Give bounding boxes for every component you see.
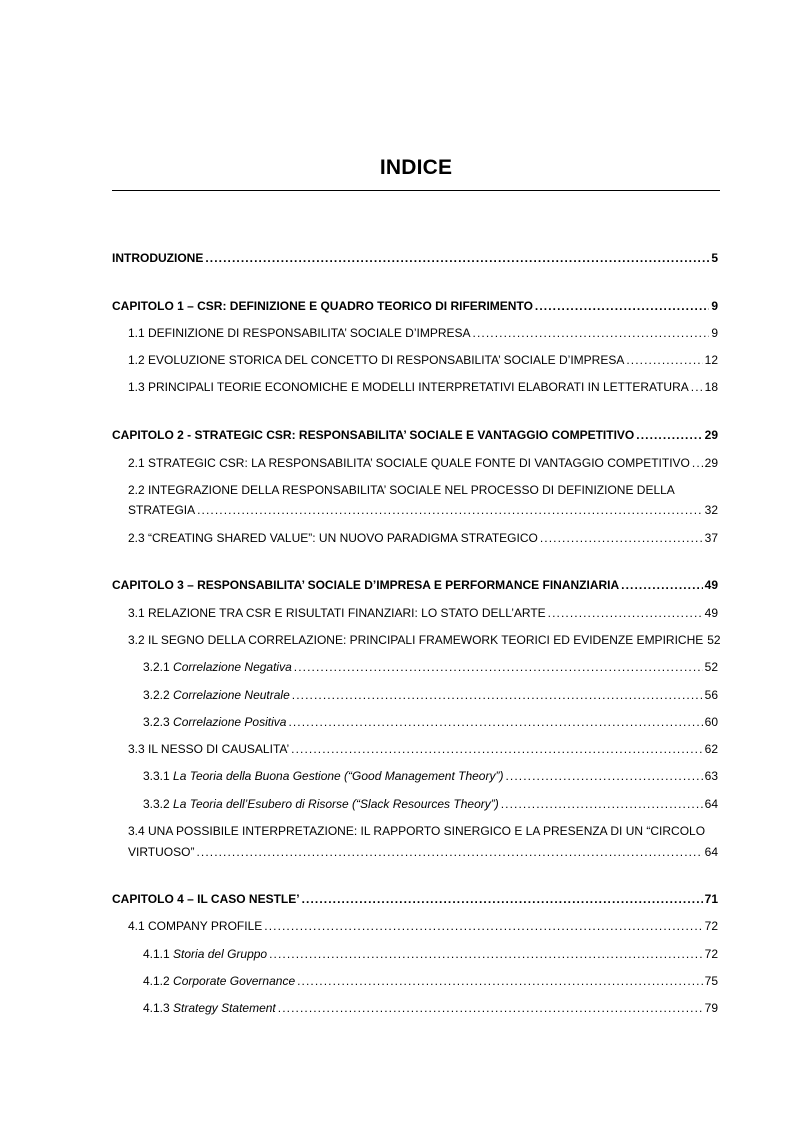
toc-entry-number: 4.1.1 — [143, 947, 170, 961]
toc-entry-1-2[interactable] — [128, 353, 718, 367]
toc-page-number: 64 — [704, 797, 718, 811]
toc-page-number: 56 — [704, 688, 718, 702]
toc-entry-2-1[interactable] — [128, 456, 718, 470]
toc-entry-title: 2.1 STRATEGIC CSR: LA RESPONSABILITA’ SOCIALE QUALE FONTE DI VANTAGGIO COMPETITIVO — [128, 456, 690, 470]
toc-entry-title: La Teoria della Buona Gestione (“Good Management Theory”) — [173, 769, 504, 783]
toc-entry-number: 3.2.3 — [143, 715, 170, 729]
toc-entry-2-2[interactable] — [128, 503, 718, 517]
toc-entry-3-1[interactable] — [128, 606, 718, 620]
toc-page-number: 71 — [704, 892, 718, 906]
toc-page-number: 63 — [704, 769, 718, 783]
toc-entry-title: 1.3 PRINCIPALI TEORIE ECONOMICHE E MODELLI INTERPRETATIVI ELABORATI IN LETTERATURA — [128, 380, 689, 394]
toc-entry-number: 4.1.3 — [143, 1001, 170, 1015]
toc-page-number: 29 — [704, 428, 718, 442]
toc-entry-title: Strategy Statement — [173, 1001, 276, 1015]
toc-entry-2-3[interactable] — [128, 531, 718, 545]
dot-leader — [294, 660, 703, 674]
dot-leader — [197, 503, 703, 517]
toc-page-number: 18 — [704, 380, 718, 394]
toc-entry-4-1[interactable] — [128, 919, 718, 933]
toc-entry-number: 3.3.2 — [143, 797, 170, 811]
toc-entry-3-4-first-line[interactable]: 3.4 UNA POSSIBILE INTERPRETAZIONE: IL RAPPORTO SINERGICO E LA PRESENZA DI UN “CIRCOLO — [128, 824, 706, 838]
dot-leader — [505, 769, 702, 783]
toc-entry-title: 1.2 EVOLUZIONE STORICA DEL CONCETTO DI RESPONSABILITA’ SOCIALE D’IMPRESA — [128, 353, 625, 367]
toc-entry-title: STRATEGIA — [128, 503, 196, 517]
toc-entry-3-2-1[interactable] — [143, 660, 718, 674]
toc-page-number: 75 — [704, 974, 718, 988]
toc-page-number: 49 — [704, 606, 718, 620]
toc-entry-chapter-2[interactable] — [112, 428, 718, 442]
toc-entry-1-3[interactable] — [128, 380, 718, 394]
toc-entry-chapter-1[interactable] — [112, 299, 718, 313]
dot-leader — [540, 531, 703, 545]
toc-page-number: 52 — [707, 633, 721, 647]
dot-leader — [691, 380, 703, 394]
toc-entry-title: Correlazione Neutrale — [173, 688, 290, 702]
toc-entry-4-1-1[interactable] — [143, 947, 718, 961]
toc-entry-title: Correlazione Negativa — [173, 660, 292, 674]
toc-entry-intro[interactable] — [112, 251, 718, 265]
toc-entry-3-3-1[interactable] — [143, 769, 718, 783]
toc-entry-2-2-first-line[interactable]: 2.2 INTEGRAZIONE DELLA RESPONSABILITA’ SOCIALE NEL PROCESSO DI DEFINIZIONE DELLA — [128, 483, 675, 497]
dot-leader — [626, 353, 702, 367]
dot-leader — [636, 428, 702, 442]
toc-page-number: 32 — [704, 503, 718, 517]
toc-page-number: 60 — [704, 715, 718, 729]
toc-entry-chapter-4[interactable] — [112, 892, 718, 906]
toc-entry-3-3-2[interactable] — [143, 797, 718, 811]
toc-entry-title: Correlazione Positiva — [173, 715, 287, 729]
dot-leader — [205, 251, 709, 265]
toc-entry-title: CAPITOLO 1 – CSR: DEFINIZIONE E QUADRO TEORICO DI RIFERIMENTO — [112, 299, 533, 313]
toc-page-number: 37 — [704, 531, 718, 545]
toc-page-number: 5 — [711, 251, 718, 265]
toc-entry-number: 4.1.2 — [143, 974, 170, 988]
toc-entry-4-1-3[interactable] — [143, 1001, 718, 1015]
toc-entry-title: 1.1 DEFINIZIONE DI RESPONSABILITA’ SOCIALE D’IMPRESA — [128, 326, 471, 340]
toc-entry-title: CAPITOLO 3 – RESPONSABILITA’ SOCIALE D’IMPRESA E PERFORMANCE FINANZIARIA — [112, 578, 620, 592]
toc-entry-3-4[interactable] — [128, 845, 718, 859]
dot-leader — [692, 456, 703, 470]
toc-entry-title: 3.1 RELAZIONE TRA CSR E RISULTATI FINANZIARI: LO STATO DELL’ARTE — [128, 606, 546, 620]
toc-entry-3-2-2[interactable] — [143, 688, 718, 702]
dot-leader — [264, 919, 702, 933]
toc-page-number: 79 — [704, 1001, 718, 1015]
toc-entry-number: 3.2.2 — [143, 688, 170, 702]
toc-page-number: 9 — [711, 299, 718, 313]
toc-entry-3-2[interactable] — [128, 633, 721, 647]
toc-entry-chapter-3[interactable] — [112, 578, 718, 592]
toc-page-number: 52 — [704, 660, 718, 674]
toc-page-number: 72 — [704, 919, 718, 933]
toc-page-number: 49 — [704, 578, 718, 592]
toc-entry-4-1-2[interactable] — [143, 974, 718, 988]
dot-leader — [535, 299, 709, 313]
dot-leader — [548, 606, 703, 620]
toc-entry-3-3[interactable] — [128, 742, 718, 756]
dot-leader — [302, 892, 703, 906]
toc-entry-title: CAPITOLO 2 - STRATEGIC CSR: RESPONSABILITA’ SOCIALE E VANTAGGIO COMPETITIVO — [112, 428, 635, 442]
toc-page-number: 64 — [704, 845, 718, 859]
toc-entry-title: Storia del Gruppo — [173, 947, 268, 961]
title-divider — [112, 190, 720, 191]
dot-leader — [621, 578, 702, 592]
dot-leader — [196, 845, 702, 859]
dot-leader — [501, 797, 703, 811]
toc-entry-title: INTRODUZIONE — [112, 251, 204, 265]
toc-page-number: 72 — [704, 947, 718, 961]
toc-entry-title: La Teoria dell’Esubero di Risorse (“Slack Resources Theory”) — [173, 797, 499, 811]
toc-entry-number: 3.2.1 — [143, 660, 170, 674]
toc-entry-1-1[interactable] — [128, 326, 718, 340]
toc-page-number: 9 — [711, 326, 718, 340]
toc-page-number: 62 — [704, 742, 718, 756]
dot-leader — [291, 742, 702, 756]
dot-leader — [288, 715, 702, 729]
toc-entry-title: 4.1 COMPANY PROFILE — [128, 919, 263, 933]
toc-entry-title: VIRTUOSO” — [128, 845, 195, 859]
dot-leader — [473, 326, 710, 340]
dot-leader — [297, 974, 703, 988]
toc-entry-title: Corporate Governance — [173, 974, 296, 988]
toc-page-number: 29 — [704, 456, 718, 470]
toc-entry-title: 3.3 IL NESSO DI CAUSALITA’ — [128, 742, 290, 756]
toc-entry-3-2-3[interactable] — [143, 715, 718, 729]
toc-page-number: 12 — [704, 353, 718, 367]
dot-leader — [269, 947, 703, 961]
page-title: INDICE — [379, 156, 453, 179]
toc-entry-number: 3.3.1 — [143, 769, 170, 783]
toc-entry-title: 2.3 “CREATING SHARED VALUE”: UN NUOVO PARADIGMA STRATEGICO — [128, 531, 538, 545]
dot-leader — [292, 688, 703, 702]
toc-entry-title: CAPITOLO 4 – IL CASO NESTLE’ — [112, 892, 300, 906]
dot-leader — [278, 1001, 703, 1015]
toc-entry-title: 3.2 IL SEGNO DELLA CORRELAZIONE: PRINCIPALI FRAMEWORK TEORICI ED EVIDENZE EMPIRICHE — [128, 633, 704, 647]
